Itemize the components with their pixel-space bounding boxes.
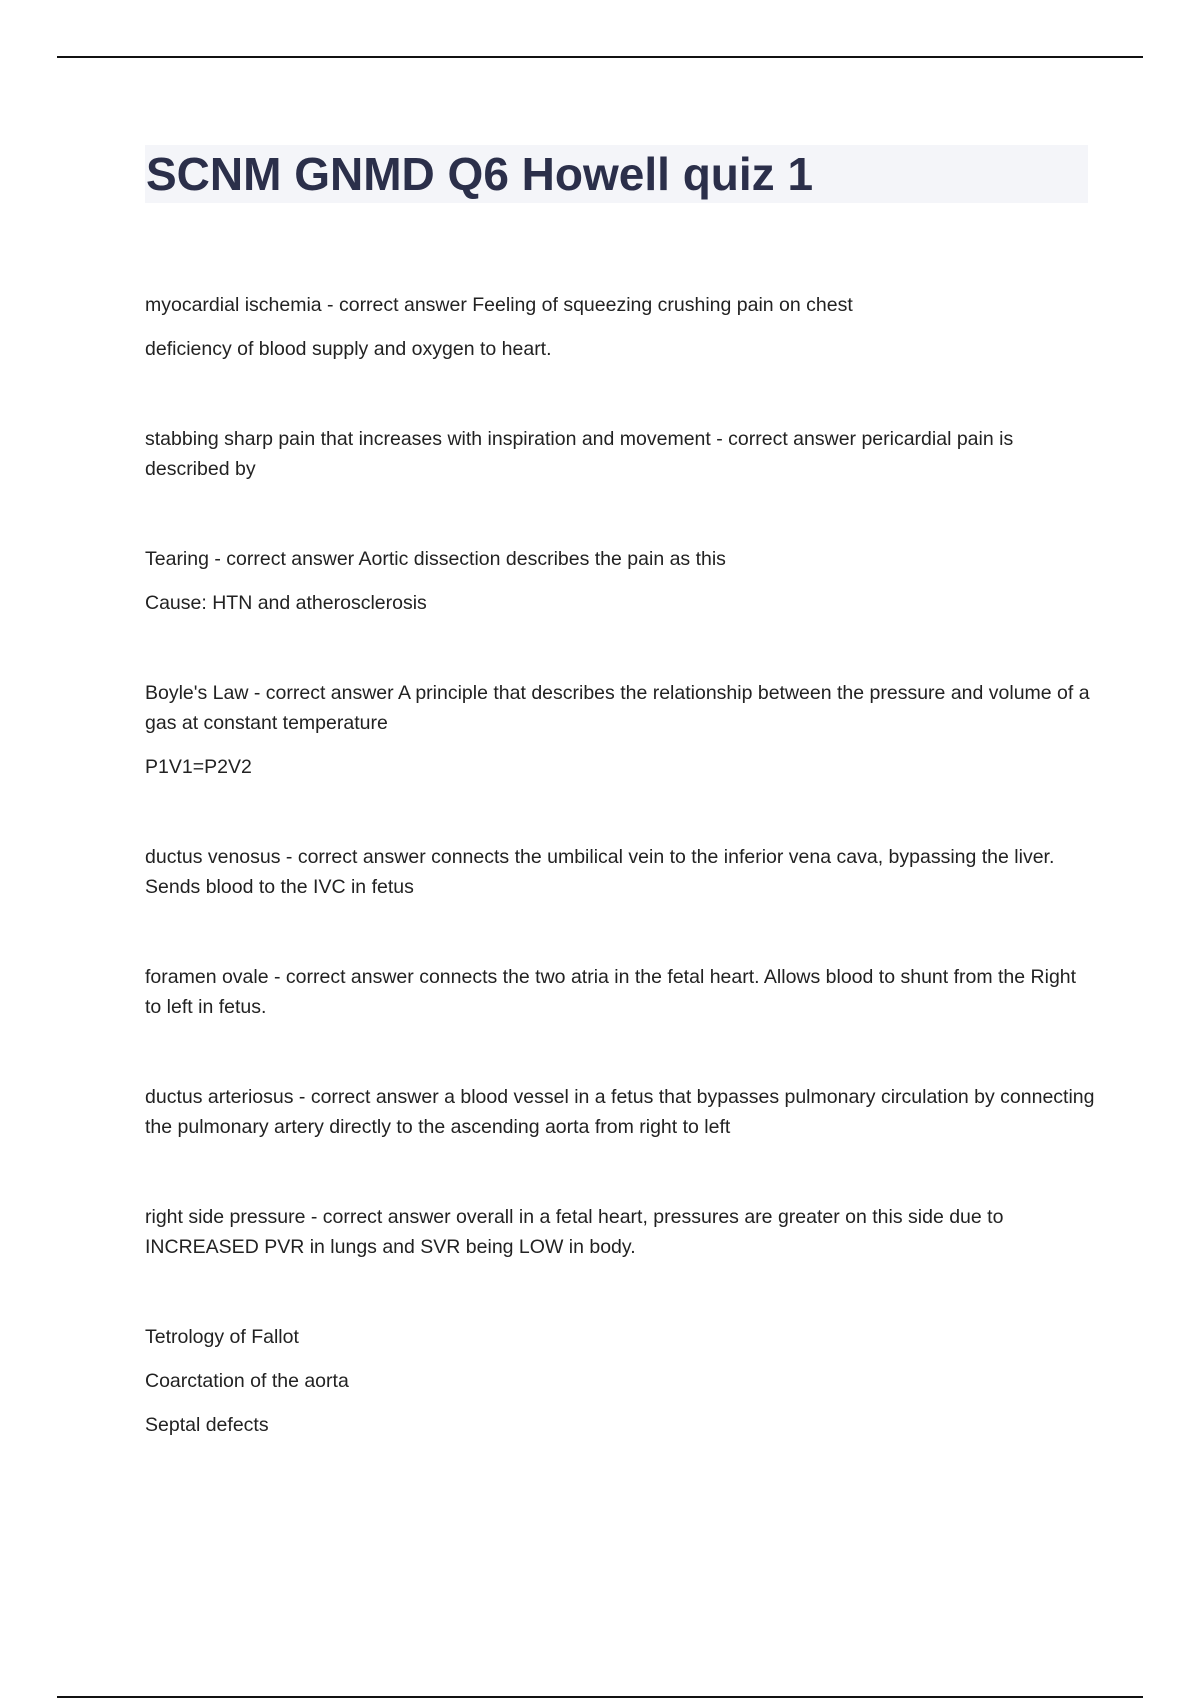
qa-entry-pericardial-pain — [145, 424, 1095, 484]
entry-text: deficiency of blood supply and oxygen to heart. — [145, 338, 552, 360]
qa-entry-aortic-dissection — [145, 544, 1095, 618]
qa-entry-myocardial-ischemia — [145, 290, 1095, 364]
entry-text: myocardial ischemia - correct answer Feeling of squeezing crushing pain on chest — [145, 294, 853, 316]
entry-text: ductus venosus - correct answer connects the umbilical vein to the inferior vena cava, bypassing the liver. Sends blood to the IVC in fetus — [145, 846, 1055, 898]
bottom-divider — [57, 1696, 1143, 1698]
top-divider — [57, 56, 1143, 58]
entry-text: Tetrology of Fallot — [145, 1326, 299, 1348]
entry-text: Boyle's Law - correct answer A principle that describes the relationship between the pressure and volume of a gas at constant temperature — [145, 682, 1090, 734]
entry-text: Coarctation of the aorta — [145, 1370, 349, 1392]
entry-text: ductus arteriosus - correct answer a blood vessel in a fetus that bypasses pulmonary circulation by connecting the pulmonary artery directly to the ascending aorta from right to left — [145, 1086, 1095, 1138]
entry-text: Tearing - correct answer Aortic dissection describes the pain as this — [145, 548, 726, 570]
qa-entry-ductus-arteriosus — [145, 1082, 1095, 1142]
qa-entry-boyles-law — [145, 678, 1095, 782]
qa-entry-right-side-pressure — [145, 1202, 1095, 1262]
entry-text: Cause: HTN and atherosclerosis — [145, 592, 427, 614]
entry-text: stabbing sharp pain that increases with inspiration and movement - correct answer pericardial pain is described by — [145, 428, 1014, 480]
qa-entry-foramen-ovale — [145, 962, 1095, 1022]
qa-entry-conditions-list — [145, 1322, 1095, 1440]
entry-text: P1V1=P2V2 — [145, 756, 252, 778]
entry-text: foramen ovale - correct answer connects the two atria in the fetal heart. Allows blood to shunt from the Right to left in fetus. — [145, 966, 1077, 1018]
entry-text: right side pressure - correct answer overall in a fetal heart, pressures are greater on this side due to INCREASED PVR in lungs and SVR being LOW in body. — [145, 1206, 1004, 1258]
document-title: SCNM GNMD Q6 Howell quiz 1 — [146, 148, 814, 200]
document-body — [145, 290, 1095, 1440]
entry-text: Septal defects — [145, 1414, 269, 1436]
qa-entry-ductus-venosus — [145, 842, 1095, 902]
